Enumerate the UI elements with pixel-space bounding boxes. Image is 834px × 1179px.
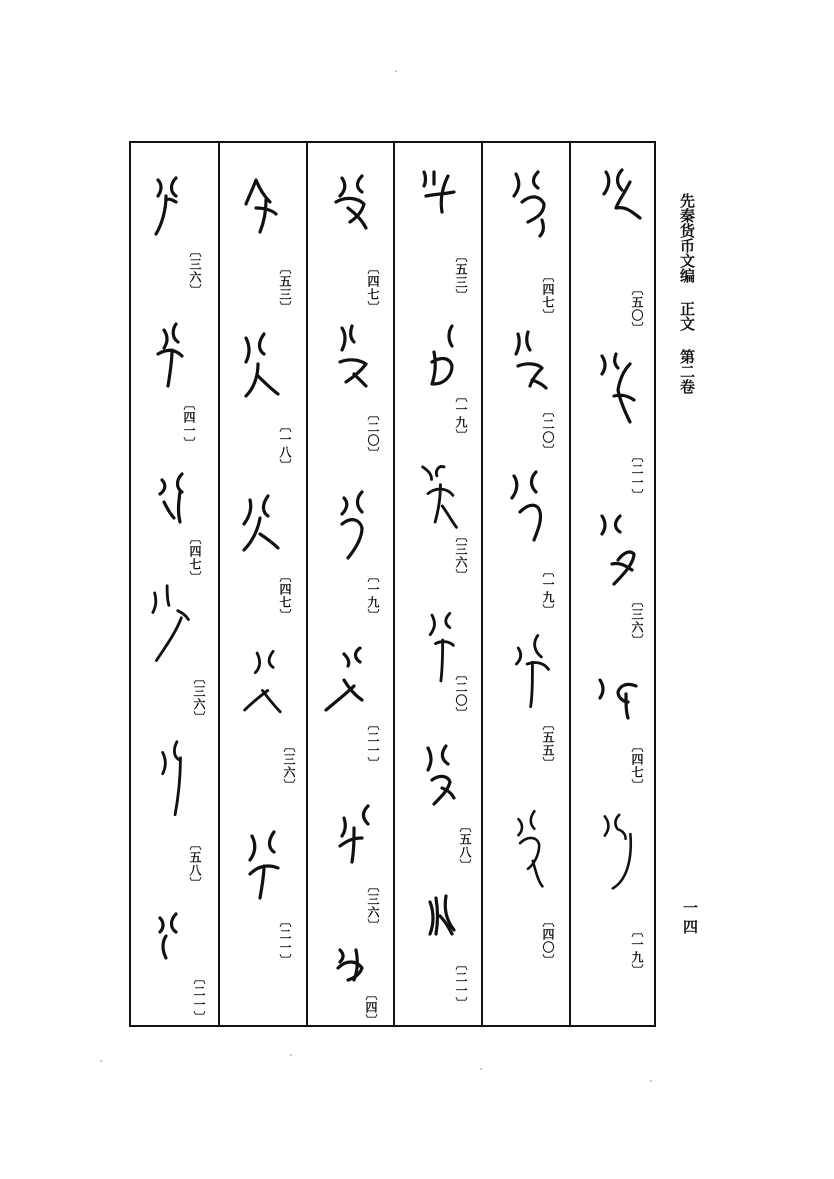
source-label: 〔二一〕 (454, 958, 468, 1010)
ancient-glyph (416, 458, 472, 538)
source-label: 〔一九〕 (541, 565, 555, 617)
source-label: 〔四一〕 (182, 398, 196, 450)
ancient-glyph (596, 510, 652, 590)
column-divider (393, 143, 395, 1025)
ancient-glyph (508, 808, 564, 888)
source-label: 〔一八〕 (278, 420, 292, 472)
source-label: 〔二〇〕 (366, 408, 380, 460)
source-label: 〔三六〕 (630, 595, 644, 647)
ancient-glyph (156, 470, 212, 550)
column-divider (218, 143, 220, 1025)
ancient-glyph (246, 826, 302, 906)
source-label: 〔四〕 (364, 988, 378, 1027)
ancient-glyph (154, 174, 210, 254)
source-label: 〔四七〕 (630, 740, 644, 792)
ancient-glyph (508, 468, 564, 548)
column-divider (306, 143, 308, 1025)
ancient-glyph (508, 328, 564, 408)
ancient-glyph (154, 320, 210, 400)
source-label: 〔一九〕 (630, 925, 644, 977)
volume-title: 第二卷 (678, 349, 696, 394)
column-divider (569, 143, 571, 1025)
ancient-glyph (596, 810, 652, 890)
print-speck (650, 1080, 652, 1082)
page-number: 一四 (681, 900, 699, 938)
print-speck (395, 70, 397, 72)
ancient-glyph (240, 490, 296, 570)
ancient-glyph (420, 740, 476, 820)
ancient-glyph (148, 584, 204, 664)
source-label: 〔四〇〕 (541, 915, 555, 967)
source-label: 〔二一〕 (366, 718, 380, 770)
running-header (678, 193, 696, 394)
source-label: 〔一九〕 (366, 570, 380, 622)
source-label: 〔一九〕 (454, 390, 468, 442)
print-speck (290, 1054, 292, 1056)
ancient-glyph (242, 330, 298, 410)
ancient-glyph (242, 172, 298, 252)
glyph-table-frame (129, 141, 656, 1027)
source-label: 〔五八〕 (188, 838, 202, 890)
source-label: 〔四七〕 (188, 532, 202, 584)
source-label: 〔二一〕 (278, 915, 292, 967)
source-label: 〔四七〕 (366, 262, 380, 314)
ancient-glyph (508, 632, 564, 712)
source-label: 〔三六〕 (192, 672, 206, 724)
source-label: 〔三六〕 (188, 245, 202, 297)
source-label: 〔二一〕 (192, 972, 206, 1024)
ancient-glyph (420, 166, 476, 246)
ancient-glyph (332, 172, 388, 252)
source-label: 〔二〇〕 (454, 668, 468, 720)
source-label: 〔三六〕 (454, 530, 468, 582)
print-speck (480, 1068, 482, 1070)
source-label: 〔五三〕 (278, 262, 292, 314)
section-title: 正文 (678, 301, 696, 331)
source-label: 〔五〇〕 (630, 283, 644, 335)
ancient-glyph (596, 168, 652, 248)
ancient-glyph (156, 740, 212, 820)
ancient-glyph (508, 166, 564, 246)
book-title: 先秦货币文编 (678, 193, 696, 283)
column-divider (481, 143, 483, 1025)
ancient-glyph (332, 322, 388, 402)
ancient-glyph (334, 800, 390, 880)
ancient-glyph (322, 640, 378, 720)
source-label: 〔三六〕 (366, 880, 380, 932)
print-speck (100, 1060, 102, 1062)
ancient-glyph (334, 940, 390, 1020)
source-label: 〔五八〕 (458, 820, 472, 872)
ancient-glyph (334, 488, 390, 568)
source-label: 〔五三〕 (454, 250, 468, 302)
source-label: 〔四七〕 (541, 270, 555, 322)
source-label: 〔二〇〕 (541, 405, 555, 457)
source-label: 〔二一〕 (630, 450, 644, 502)
ancient-glyph (238, 646, 294, 726)
source-label: 〔三六〕 (282, 740, 296, 792)
source-label: 〔五五〕 (541, 718, 555, 770)
source-label: 〔四七〕 (278, 570, 292, 622)
ancient-glyph (596, 350, 652, 430)
